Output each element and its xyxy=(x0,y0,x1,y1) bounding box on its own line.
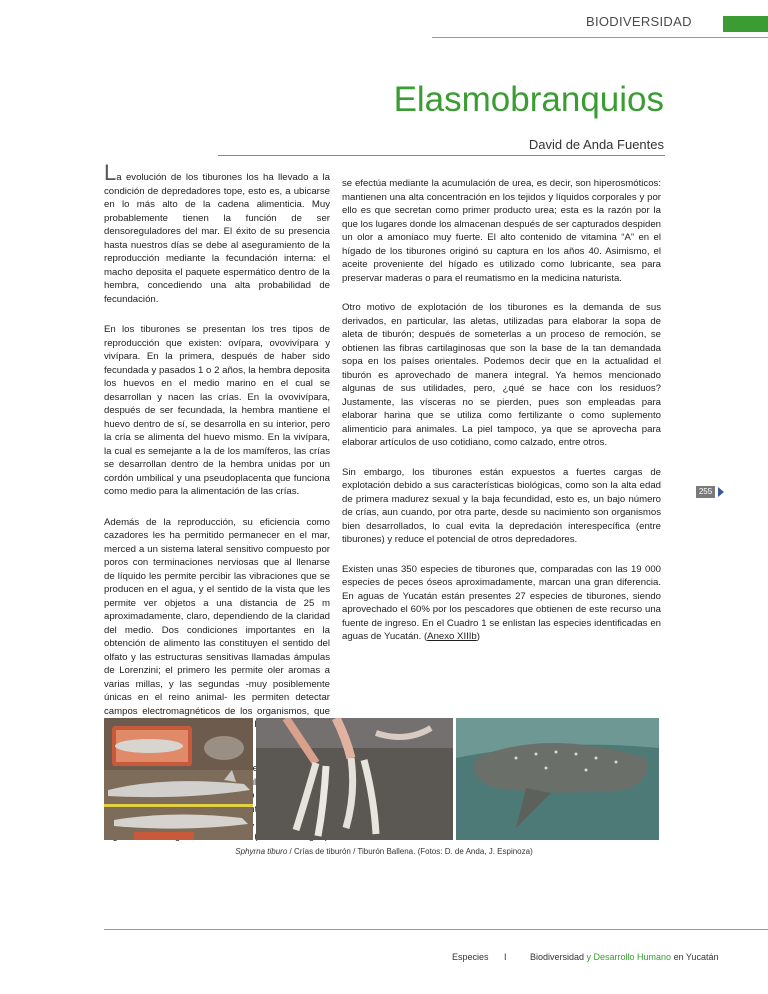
footer-separator: I xyxy=(504,952,507,962)
paragraph: Además de la reproducción, su eficiencia como cazadores les ha permitido permanecer en el mar, merced a un sistema lateral sensitivo compuesto por poros con terminaciones nerviosas que al llenarse de líquido les permite percibir las vibraciones que se producen en el agua, y el sentido de la vista que les permite ver objetos a una distancia de 25 m aproximadamente, claro, dependiendo de la claridad del medio. Dos condiciones importantes en la obtención de alimento las constituyen el sentido del olfato y las estructuras sensitivas llamadas ámpulas de Lorenzini; el primero les permite oler aromas a varias millas, y las segundas -muy posiblemente únicas en el reino animal- les permiten detectar campos electromagnéticos de los organismos, que xyxy=(104,516,330,717)
paragraph: se efectúa mediante la acumulación de urea, es decir, son hiperosmóticos: mantienen una alta concentración en los tejidos y líquidos corporales y por ello es que secretan como primer producto urea; esta es la razón por la que los lugares donde los almacenan después de ser capturados despiden un olor a amoniaco muy fuerte. El alto contenido de vitamina “A” en el hígado de los tiburones originó su captura en los años 40. Asimismo, el aceite proveniente del hígado es utilizado como lubricante, sea para preservar maderas o para el reumatismo en la medicina naturista. xyxy=(342,178,661,284)
header-rule xyxy=(432,37,768,38)
annex-link[interactable]: Anexo XIIIb xyxy=(427,631,477,642)
paragraph: En los tiburones se presentan los tres tipos de reproducción que existen: ovípara, ovovivípara y vivípara. En la primera, después de haber sido fecundada y pasados 1 o 2 años, la hembra deposita los huevos en el medio marino en el cual se desarrollan y nacen las crías. En la ovovivípara, después de ser fecundada, la hembra mantiene el huevo dentro de sí, se desarrolla en su interior, pero la cría se alimenta del huevo mismo. En la vivípara, la cual es semejante a la de los mamíferos, las crías se desarrollan dentro de la hembra unidas por un cordón umbilical y una pseudoplacenta que funciona como medio para la alimentación de las crías. xyxy=(104,324,330,497)
paragraph: La evolución de los tiburones los ha llevado a la condición de depredadores tope, esto es, a ubicarse en lo más alto de la cadena alimenticia. Muy probablemente tienen la función de ser densoreguladores del mar. El éxito de su presencia hasta nuestros días se debe al aseguramiento de la reproducción mediante la fecundación interna: el macho deposita el paquete espermático dentro de la hembra, concediendo una alta probabilidad de fecundación. xyxy=(104,160,330,305)
paragraph: Existen unas 350 especies de tiburones que, comparadas con las 19 000 especies de peces óseos aproximadamente, marcan una gran diferencia. En aguas de Yucatán están presentes 27 especies de tiburones, siendo aprovechado el 60% por los pescadores que obtienen de este recurso una fuente de ingreso. En el Cuadro 1 se enlistan las especies identificadas en aguas de Yucatán. (Anexo XIIIb) xyxy=(342,563,661,642)
photo-shark-pups xyxy=(256,718,453,840)
footer-publication: Biodiversidad y Desarrollo Humano en Yucatán xyxy=(530,952,719,962)
article-author: David de Anda Fuentes xyxy=(528,137,664,152)
footer-rule xyxy=(104,929,768,930)
next-page-arrow-icon[interactable] xyxy=(718,487,724,497)
footer-chapter: Especies xyxy=(452,952,489,962)
article-title: Elasmobranquios xyxy=(393,80,664,119)
section-label: BIODIVERSIDAD xyxy=(586,14,692,29)
right-column xyxy=(342,177,661,660)
author-rule xyxy=(218,155,665,156)
photo-sphyrna-tiburo xyxy=(104,718,253,840)
photo-whale-shark xyxy=(456,718,659,840)
paragraph: Otro motivo de explotación de los tiburones es la demanda de sus derivados, en particular, las aletas, utilizadas para elaborar la sopa de aleta de tiburón; después de someterlas a un proceso de remoción, se obtienen las fibras cartilaginosas que son la base de la tan demandada sopa en los países orientales. Podemos decir que en la actualidad el tiburón es aprovechado de manera integral. Ya hemos mencionado algunas de sus utilidades, pero, ¿qué se hace con los residuos? Justamente, las vísceras no se pierden, pues son empleadas para elaborar harina que se utiliza como fertilizante o como suplemento alimenticio para animales. La piel tampoco, ya que se aprovecha para elaborar artículos de uso cotidiano, como calzado, entre otros. xyxy=(342,302,661,448)
paragraph: Sin embargo, los tiburones están expuestos a fuertes cargas de explotación debido a sus características biológicas, como son la alta edad de primera madurez sexual y la baja fecundidad, esto es, un bajo número de crías, aun cuando, por otra parte, desde su nacimiento son organismos bien desarrollados, lo cual evita la depredación interespecífica (entre tiburones) y reduce el potencial de otros depredadores. xyxy=(342,466,661,545)
section-color-bar xyxy=(723,16,768,32)
page-number: 255 xyxy=(696,486,715,498)
photo-caption: Sphyrna tiburo / Crías de tiburón / Tiburón Ballena. (Fotos: D. de Anda, J. Espinoza) xyxy=(235,847,533,856)
drop-cap: L xyxy=(104,160,117,185)
